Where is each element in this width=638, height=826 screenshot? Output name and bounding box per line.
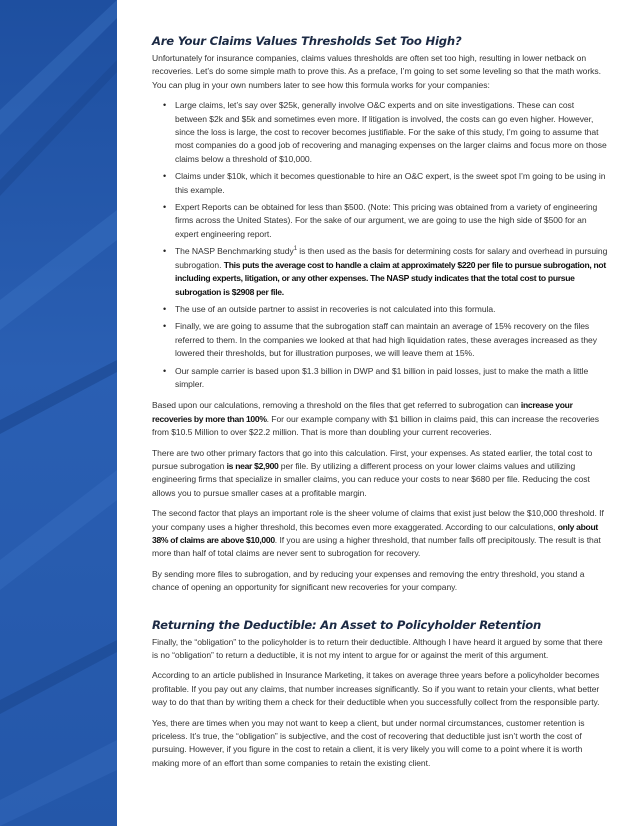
highlighted-text: This puts the average cost to handle a claim at approximately $220 per file to pursue subrogation, not including experts, litigation, or any other expenses. The NASP study indicates that the total cost to pursue subrogation is $2908 per file. xyxy=(175,259,606,297)
section-heading-deductible: Returning the Deductible: An Asset to Policyholder Retention xyxy=(152,617,542,632)
highlighted-text: only about 38% of claims are above $10,000 xyxy=(152,521,598,545)
intro-paragraph: Unfortunately for insurance companies, claims values thresholds are often set too high, resulting in lower netback on recoveries. Let’s do some simple math to prove this. As a preface, I’m going to set some leveling so that the math works. You can plug in your own numbers later to see how this formula works for your companies: xyxy=(152,53,601,90)
paragraph: Finally, the “obligation” to the policyholder is to return their deductible. Although I have heard it argued by some that there is no “obligation” to return a deductible, it is not my intent to argue for or against the merit of this argument. xyxy=(152,636,603,661)
list-item-text: The NASP Benchmarking study xyxy=(175,246,294,257)
list-item-text: is then used as the basis for determining costs for salary and overhead in pursuing subrogation. xyxy=(175,246,608,270)
highlighted-text: is near $2,900 xyxy=(226,460,279,471)
list-item: • The use of an outside partner to assist in recoveries is not calculated into this formula. xyxy=(152,303,608,316)
list-item xyxy=(152,245,608,299)
list-item: • Expert Reports can be obtained for less than $500. (Note: This pricing was obtained from a variety of engineering firms across the United States). For the sake of our argument, we are going to use the high side of $500 for an expert engineering report. xyxy=(152,201,608,241)
paragraph: Yes, there are times when you may not want to keep a client, but under normal circumstances, customer retention is priceless. It’s true, the “obligation” is subjective, and the cost of recovering that deductible just isn’t worth the cost of pursuing. However, if you figure in the cost to retain a client, it is very likely you will come to a point where it is worth making more of an effort than some companies to retain the existing client. xyxy=(152,717,585,768)
list-item: • Large claims, let’s say over $25k, generally involve O&C experts and on site investigations. These can cost between $2k and $5k and sometimes even more. If litigation is involved, the costs can go even higher. However, since the loss is large, the cost to recover becomes justifiable. For the sake of this study, I’m going to assume that most companies do a good job of recovering and managing expenses on the larger claims and focus more on those claims below a threshold of $10,000. xyxy=(152,99,608,166)
list-item: • Finally, we are going to assume that the subrogation staff can maintain an average of 15% recovery on the files referred to them. In the companies we looked at that had high liquidation rates, these averages increased as they lowered their thresholds, but for illustration purposes, we will leave them at 15%. xyxy=(152,320,608,360)
paragraph-text: The second factor that plays an important role is the sheer volume of claims that exist just below the $10,000 threshold. If your company uses a higher threshold, this becomes even more exaggerated. According to our calculations, xyxy=(152,508,604,532)
article xyxy=(152,34,608,770)
highlighted-text: increase your recoveries by more than 100% xyxy=(152,400,573,424)
paragraph xyxy=(152,399,608,439)
paragraph xyxy=(152,447,608,501)
paragraph-text: . If you are using a higher threshold, that number falls off precipitously. The result is that more than half of total claims are never sent to subrogation for recovery. xyxy=(152,535,601,559)
sidebar-pattern xyxy=(0,0,117,826)
paragraph-text: . For our example company with $1 billion in claims paid, this can increase the recoveries from $10.5 Million to over $22.2 million. That is more than doubling your current recoveries. xyxy=(152,413,599,438)
assumptions-list xyxy=(152,99,608,391)
paragraph xyxy=(152,507,608,561)
paragraph-text: Based upon our calculations, removing a threshold on the files that get referred to subrogation can xyxy=(152,400,521,411)
footnote-marker: 1 xyxy=(293,246,297,253)
list-item: • Claims under $10k, which it becomes questionable to hire an O&C expert, is the sweet spot I’m going to be using in this example. xyxy=(152,170,608,197)
paragraph-text: per file. By utilizing a different process on your lower claims values and utilizing engineering firms that specialize in smaller claims, you can reduce your costs to near $680 per file. Reducing the cost allows you to pursue smaller cases at a profitable margin. xyxy=(152,460,590,498)
section-heading-thresholds: Are Your Claims Values Thresholds Set Too High? xyxy=(152,34,462,48)
decorative-sidebar xyxy=(0,0,117,826)
paragraph-text: There are two other primary factors that go into this calculation. First, your expenses. As stated earlier, the total cost to pursue subrogation xyxy=(152,447,593,471)
list-item: • Our sample carrier is based upon $1.3 billion in DWP and $1 billion in paid losses, just to make the math a little simpler. xyxy=(152,365,608,392)
paragraph: By sending more files to subrogation, and by reducing your expenses and removing the entry threshold, you stand a chance of opening an opportunity for significant new recoveries for your company. xyxy=(152,568,585,593)
paragraph: According to an article published in Insurance Marketing, it takes on average three years before a policyholder becomes profitable. If you pay out any claims, that number increases significantly. So if you want to retain your clients, what better way to do that than by writing them a check for their deductible when you successfully collect from the responsible party. xyxy=(152,670,600,708)
